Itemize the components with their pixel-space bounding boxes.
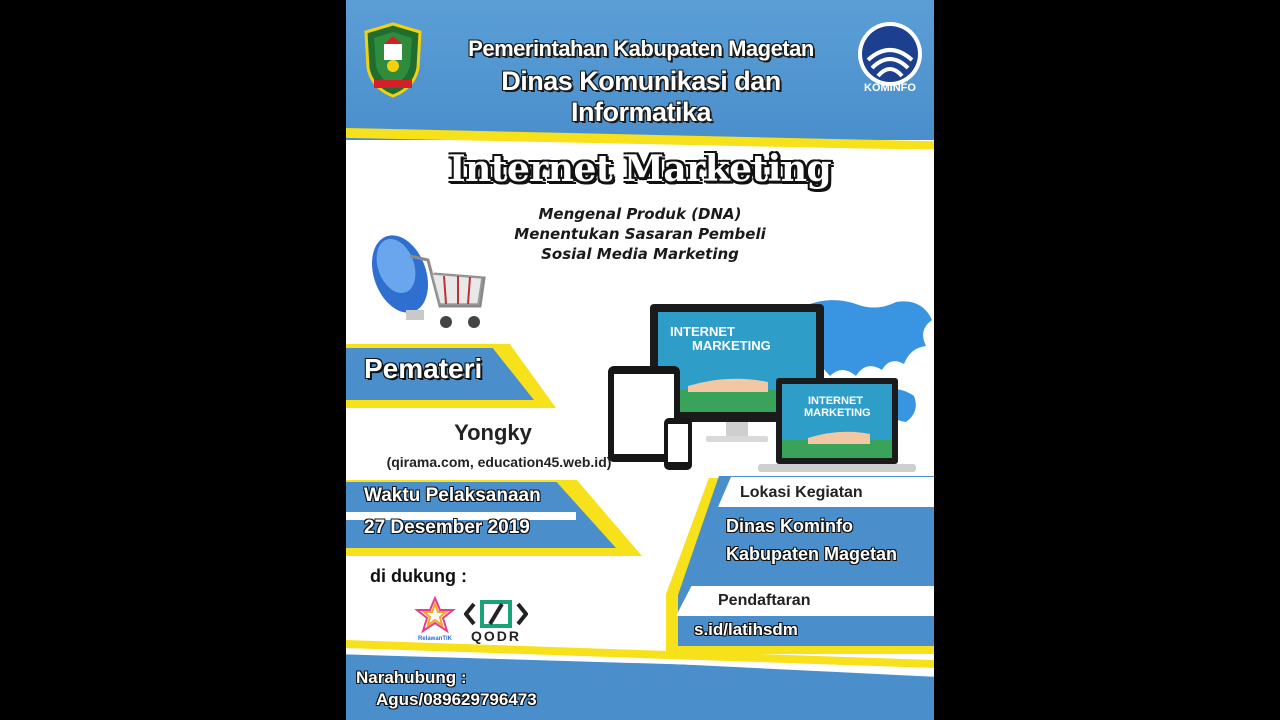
relawan-tik-logo-icon <box>414 596 456 644</box>
qodr-text: QODR <box>471 628 521 644</box>
supporters-label: di dukung : <box>370 566 467 586</box>
location-line-1: Dinas Kominfo <box>726 516 854 536</box>
topic-item: Menentukan Sasaran Pembeli <box>514 225 766 243</box>
header-line-1: Pemerintahan Kabupaten Magetan <box>468 36 814 61</box>
speaker-name: Yongky <box>454 420 532 445</box>
contact-value: Agus/089629796473 <box>376 690 537 709</box>
topic-list <box>466 204 814 264</box>
event-title: Internet Marketing <box>448 148 832 190</box>
registration-label: Pendaftaran <box>718 592 811 609</box>
poster <box>346 0 934 720</box>
location-label: Lokasi Kegiatan <box>740 484 863 501</box>
monitor-text-2: MARKETING <box>692 338 771 353</box>
monitor-text-1: INTERNET <box>670 324 735 339</box>
topic-item: Sosial Media Marketing <box>541 245 739 263</box>
laptop-text-2: MARKETING <box>804 407 871 419</box>
laptop-text-1: INTERNET <box>808 395 863 407</box>
schedule-label: Waktu Pelaksanaan <box>364 485 541 506</box>
header-line-2: Dinas Komunikasi dan Informatika <box>501 66 781 127</box>
location-line-2: Kabupaten Magetan <box>726 544 898 564</box>
registration-url: s.id/latihsdm <box>694 620 798 639</box>
relawan-logo-text: RelawanTIK <box>417 636 453 642</box>
topic-item: Mengenal Produk (DNA) <box>538 205 742 223</box>
mouse-cart-illustration-icon <box>366 226 486 336</box>
contact-label: Narahubung : <box>356 668 467 687</box>
magetan-crest-icon <box>362 22 424 98</box>
kominfo-label: KOMINFO <box>864 82 916 94</box>
speaker-sites: (qirama.com, education45.web.id) <box>386 454 612 470</box>
speaker-label: Pemateri <box>364 353 483 384</box>
schedule-date: 27 Desember 2019 <box>364 517 530 538</box>
devices-illustration-icon <box>608 300 934 475</box>
